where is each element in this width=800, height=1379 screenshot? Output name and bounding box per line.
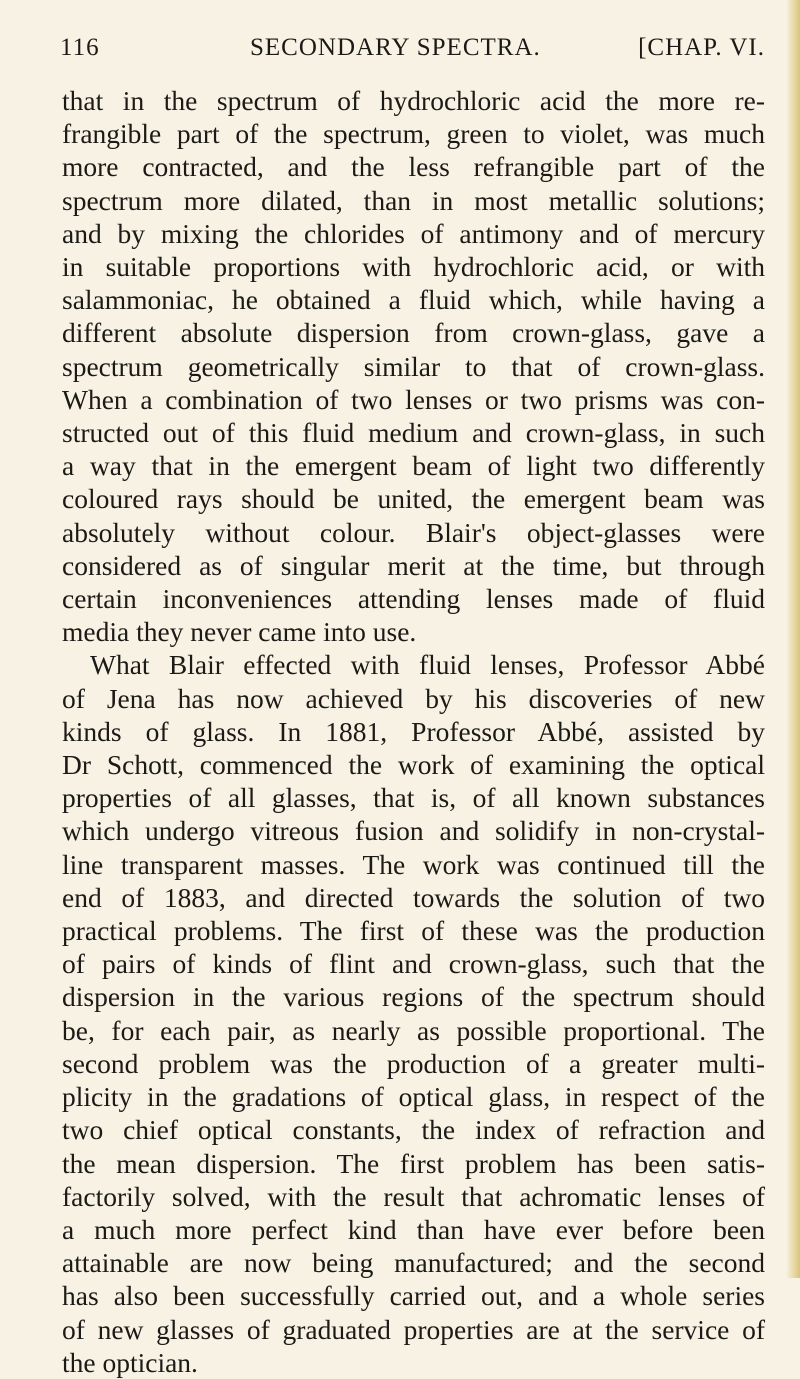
text-line: factorily solved, with the result that achromatic lenses of [62, 1180, 765, 1212]
text-line: a much more perfect kind than have ever before been [62, 1213, 765, 1245]
text-line: of new glasses of graduated properties are at the service of [62, 1313, 765, 1345]
chapter-reference: [CHAP. VI. [638, 34, 765, 61]
text-line: line transparent masses. The work was continued till the [62, 848, 765, 880]
text-line: in suitable proportions with hydrochloric acid, or with [62, 251, 765, 283]
paragraph-2 [62, 648, 765, 1378]
text-line: different absolute dispersion from crown-glass, gave a [62, 317, 765, 349]
text-line: two chief optical constants, the index of refraction and [62, 1114, 765, 1146]
text-line: be, for each pair, as nearly as possible proportional. The [62, 1014, 765, 1046]
text-line: considered as of singular merit at the time, but through [62, 549, 765, 581]
text-line: Dr Schott, commenced the work of examining the optical [62, 749, 765, 781]
running-head [60, 34, 765, 68]
page-number: 116 [60, 34, 100, 61]
text-line: of pairs of kinds of flint and crown-glass, such that the [62, 948, 765, 980]
text-line: practical problems. The first of these was the production [62, 915, 765, 947]
text-line: coloured rays should be united, the emergent beam was [62, 483, 765, 515]
text-line: and by mixing the chlorides of antimony and of mercury [62, 217, 765, 249]
text-line: a way that in the emergent beam of light two differently [62, 450, 765, 482]
text-line: When a combination of two lenses or two prisms was con- [62, 383, 765, 415]
text-line: plicity in the gradations of optical glass, in respect of the [62, 1081, 765, 1113]
text-line: frangible part of the spectrum, green to violet, was much [62, 118, 765, 150]
text-line: has also been successfully carried out, and a whole series [62, 1280, 765, 1312]
text-line: spectrum geometrically similar to that of crown-glass. [62, 350, 765, 382]
text-line: more contracted, and the less refrangible part of the [62, 151, 765, 183]
text-line: the optician. [62, 1346, 198, 1378]
text-line: salammoniac, he obtained a fluid which, while having a [62, 284, 765, 316]
text-line: second problem was the production of a greater multi- [62, 1047, 765, 1079]
text-line: of Jena has now achieved by his discoveries of new [62, 682, 765, 714]
text-line: the mean dispersion. The first problem has been satis- [62, 1147, 765, 1179]
text-line: kinds of glass. In 1881, Professor Abbé, assisted by [62, 715, 765, 747]
page-edge [786, 0, 800, 1278]
section-title: SECONDARY SPECTRA. [250, 34, 541, 61]
text-line: absolutely without colour. Blair's object-glasses were [62, 516, 765, 548]
text-line: spectrum more dilated, than in most metallic solutions; [62, 184, 765, 216]
paragraph-1 [62, 84, 765, 648]
text-line: attainable are now being manufactured; and the second [62, 1247, 765, 1279]
text-line: structed out of this fluid medium and crown-glass, in such [62, 417, 765, 449]
text-line: end of 1883, and directed towards the solution of two [62, 881, 765, 913]
text-line: certain inconveniences attending lenses made of fluid [62, 583, 765, 615]
text-line: properties of all glasses, that is, of all known substances [62, 782, 765, 814]
body-text [62, 84, 765, 1379]
text-line: dispersion in the various regions of the spectrum should [62, 981, 765, 1013]
text-line: which undergo vitreous fusion and solidify in non-crystal- [62, 815, 765, 847]
text-line: media they never came into use. [62, 616, 417, 648]
text-line: What Blair effected with fluid lenses, Professor Abbé [90, 649, 765, 681]
text-line: that in the spectrum of hydrochloric acid the more re- [62, 85, 765, 116]
